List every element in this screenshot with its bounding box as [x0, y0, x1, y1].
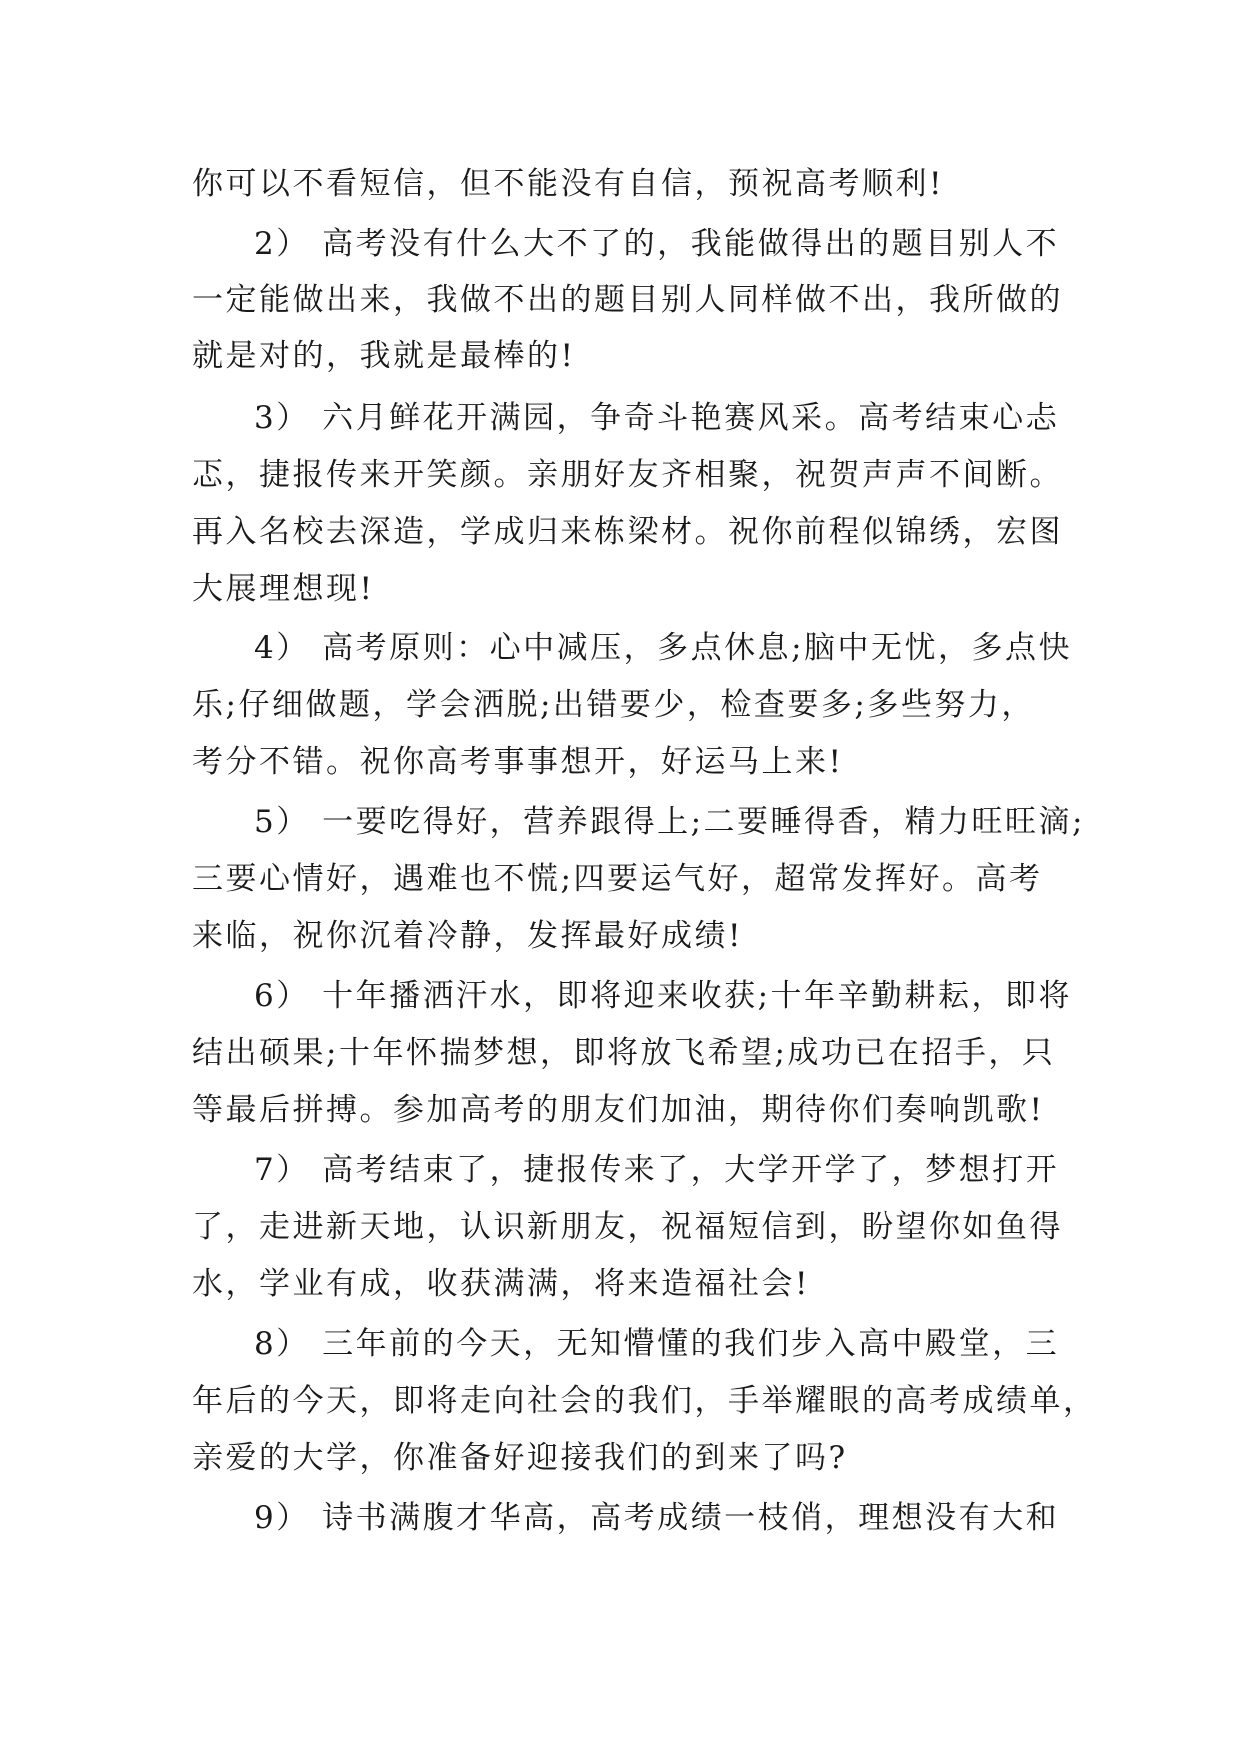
text-line: 结出硕果;十年怀揣梦想，即将放飞希望;成功已在招手，只: [192, 1035, 1056, 1071]
text-line: 年后的今天，即将走向社会的我们，手举耀眼的高考成绩单，: [192, 1383, 1097, 1419]
text-line: 考分不错。祝你高考事事想开，好运马上来!: [192, 744, 844, 780]
text-line: 乐;仔细做题，学会洒脱;出错要少，检查要多;多些努力，: [192, 687, 1035, 723]
text-line: 亲爱的大学，你准备好迎接我们的到来了吗?: [192, 1440, 848, 1476]
list-item-9: 9） 诗书满腹才华高，高考成绩一枝俏，理想没有大和: [254, 1500, 1060, 1536]
list-item-5: 5） 一要吃得好，营养跟得上;二要睡得香，精力旺旺滴;: [254, 804, 1085, 840]
text-line: 大展理想现!: [192, 571, 375, 607]
list-item-8: 8） 三年前的今天，无知懵懂的我们步入高中殿堂，三: [254, 1326, 1060, 1362]
list-item-2: 2） 高考没有什么大不了的，我能做得出的题目别人不: [254, 226, 1060, 262]
text-line: 等最后拼搏。参加高考的朋友们加油，期待你们奏响凯歌!: [192, 1092, 1045, 1128]
text-line: 就是对的，我就是最棒的!: [192, 338, 576, 374]
text-line: 一定能做出来，我做不出的题目别人同样做不出，我所做的: [192, 282, 1063, 318]
list-item-6: 6） 十年播洒汗水，即将迎来收获;十年辛勤耕耘，即将: [254, 978, 1073, 1014]
text-line: 三要心情好，遇难也不慌;四要运气好，超常发挥好。高考: [192, 861, 1043, 897]
text-line: 再入名校去深造，学成归来栋梁材。祝你前程似锦绣，宏图: [192, 514, 1063, 550]
list-item-4: 4） 高考原则：心中减压，多点休息;脑中无忧，多点快: [254, 630, 1073, 666]
list-item-7: 7） 高考结束了，捷报传来了，大学开学了，梦想打开: [254, 1152, 1060, 1188]
text-line: 水，学业有成，收获满满，将来造福社会!: [192, 1266, 810, 1302]
list-item-3: 3） 六月鲜花开满园，争奇斗艳赛风采。高考结束心忐: [254, 400, 1060, 436]
text-line: 你可以不看短信，但不能没有自信，预祝高考顺利!: [192, 166, 944, 202]
text-line: 忑，捷报传来开笑颜。亲朋好友齐相聚，祝贺声声不间断。: [192, 457, 1063, 493]
text-line: 了，走进新天地，认识新朋友，祝福短信到，盼望你如鱼得: [192, 1209, 1063, 1245]
text-line: 来临，祝你沉着冷静，发挥最好成绩!: [192, 918, 743, 954]
